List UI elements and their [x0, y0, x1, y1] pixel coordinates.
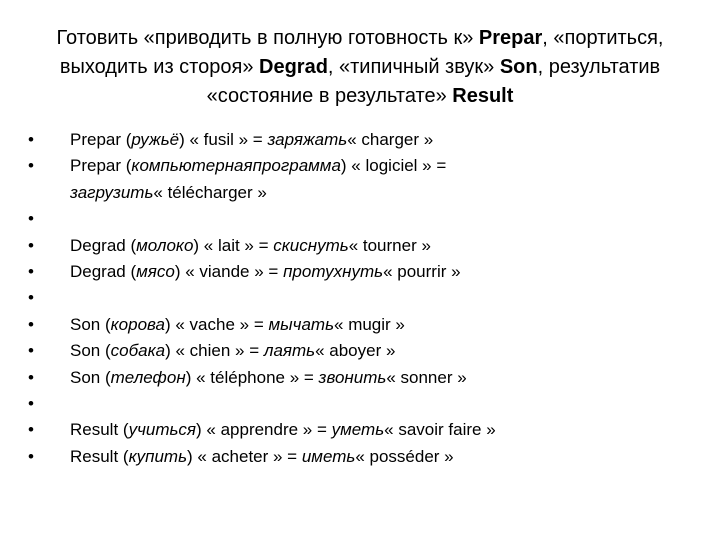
item-verb: иметь — [301, 446, 356, 466]
bullet-item — [28, 365, 688, 391]
item-text-b: ) « chien » = — [165, 341, 264, 361]
item-verb: заряжать — [267, 130, 348, 149]
slide-title — [40, 24, 680, 111]
item-text-a: Degrad ( — [70, 262, 137, 282]
bullet-icon: • — [28, 367, 34, 387]
bullet-icon: • — [28, 341, 34, 361]
item-verb: звонить — [318, 367, 387, 387]
item-text-a: Degrad ( — [70, 235, 137, 255]
item-text-b: ) « acheter » = — [187, 446, 302, 466]
item-text-c: « charger » — [347, 130, 434, 149]
item-text-b: ) « apprendre » = — [196, 420, 332, 440]
item-object: молоко — [136, 235, 194, 255]
item-text-c: « pourrir » — [383, 262, 461, 282]
bullet-item — [28, 417, 688, 443]
item-verb: скиснуть — [273, 235, 349, 255]
bullet-item — [28, 391, 688, 417]
bullet-icon: • — [28, 209, 34, 229]
item-object: собака — [110, 341, 166, 361]
bullet-icon: • — [28, 235, 34, 255]
item-object: учиться — [128, 420, 197, 440]
bullet-list — [28, 127, 688, 470]
item-object: ружьё — [131, 130, 180, 149]
title-text-1: Готовить «приводить в полную готовность к» — [56, 27, 479, 49]
bullet-icon: • — [28, 130, 34, 149]
item-text-a: Son ( — [70, 314, 111, 334]
item-verb: протухнуть — [283, 262, 384, 282]
item-text-a: Prepar ( — [70, 130, 132, 149]
item-text-a: Son ( — [70, 341, 111, 361]
title-text-2: , «портиться, выходить из стороя» — [59, 27, 664, 78]
bullet-item — [28, 259, 688, 285]
item-text-c: « sonner » — [386, 367, 467, 387]
bullet-icon: • — [28, 446, 34, 466]
bullet-icon: • — [28, 156, 34, 176]
item-object: мясо — [136, 262, 175, 282]
title-keyword-result: Result — [452, 85, 514, 107]
item-verb: лаять — [263, 341, 316, 361]
bullet-item — [28, 233, 688, 259]
title-keyword-prepar: Prepar — [478, 27, 543, 49]
title-keyword-son: Son — [499, 56, 538, 78]
item-text-c: « posséder » — [355, 446, 454, 466]
item-text-a: Prepar ( — [70, 156, 132, 176]
bullet-icon: • — [28, 420, 34, 440]
item-text-b: ) « lait » = — [193, 235, 274, 255]
item-object: телефон — [110, 367, 186, 387]
item-text-a: Result ( — [70, 446, 129, 466]
item-verb: мычать — [268, 314, 335, 334]
item-text-a: Son ( — [70, 367, 111, 387]
item-object: купить — [128, 446, 188, 466]
item-text-c: « télécharger » — [153, 182, 267, 202]
item-text-c: « mugir » — [334, 314, 405, 334]
title-text-3: , «типичный звук» — [327, 56, 500, 78]
item-text-b: ) « viande » = — [174, 262, 284, 282]
item-object: корова — [110, 314, 165, 334]
bullet-item — [28, 312, 688, 338]
bullet-item — [28, 285, 688, 311]
bullet-item — [28, 153, 688, 206]
bullet-icon: • — [28, 288, 34, 308]
title-keyword-degrad: Degrad — [259, 56, 328, 78]
item-text-c: « aboyer » — [315, 341, 396, 361]
item-text-a: Result ( — [70, 420, 129, 440]
bullet-icon: • — [28, 314, 34, 334]
item-verb: уметь — [331, 420, 385, 440]
item-object: компьютернаяпрограмма — [131, 156, 341, 176]
bullet-icon: • — [28, 394, 34, 414]
bullet-icon: • — [28, 262, 34, 282]
item-text-c: « savoir faire » — [384, 420, 496, 440]
item-text-b: ) « vache » = — [165, 314, 269, 334]
item-text-b: ) « fusil » = — [179, 130, 268, 149]
bullet-item — [28, 444, 688, 470]
item-text-b: ) « téléphone » = — [185, 367, 319, 387]
bullet-item — [28, 338, 688, 364]
bullet-item — [28, 127, 688, 153]
item-text-c: « tourner » — [348, 235, 431, 255]
bullet-item — [28, 206, 688, 232]
item-verb: загрузить — [70, 182, 154, 202]
item-text-b: ) « logiciel » = — [340, 156, 447, 176]
title-text-4: , результатив «состояние в результате» — [206, 56, 661, 107]
